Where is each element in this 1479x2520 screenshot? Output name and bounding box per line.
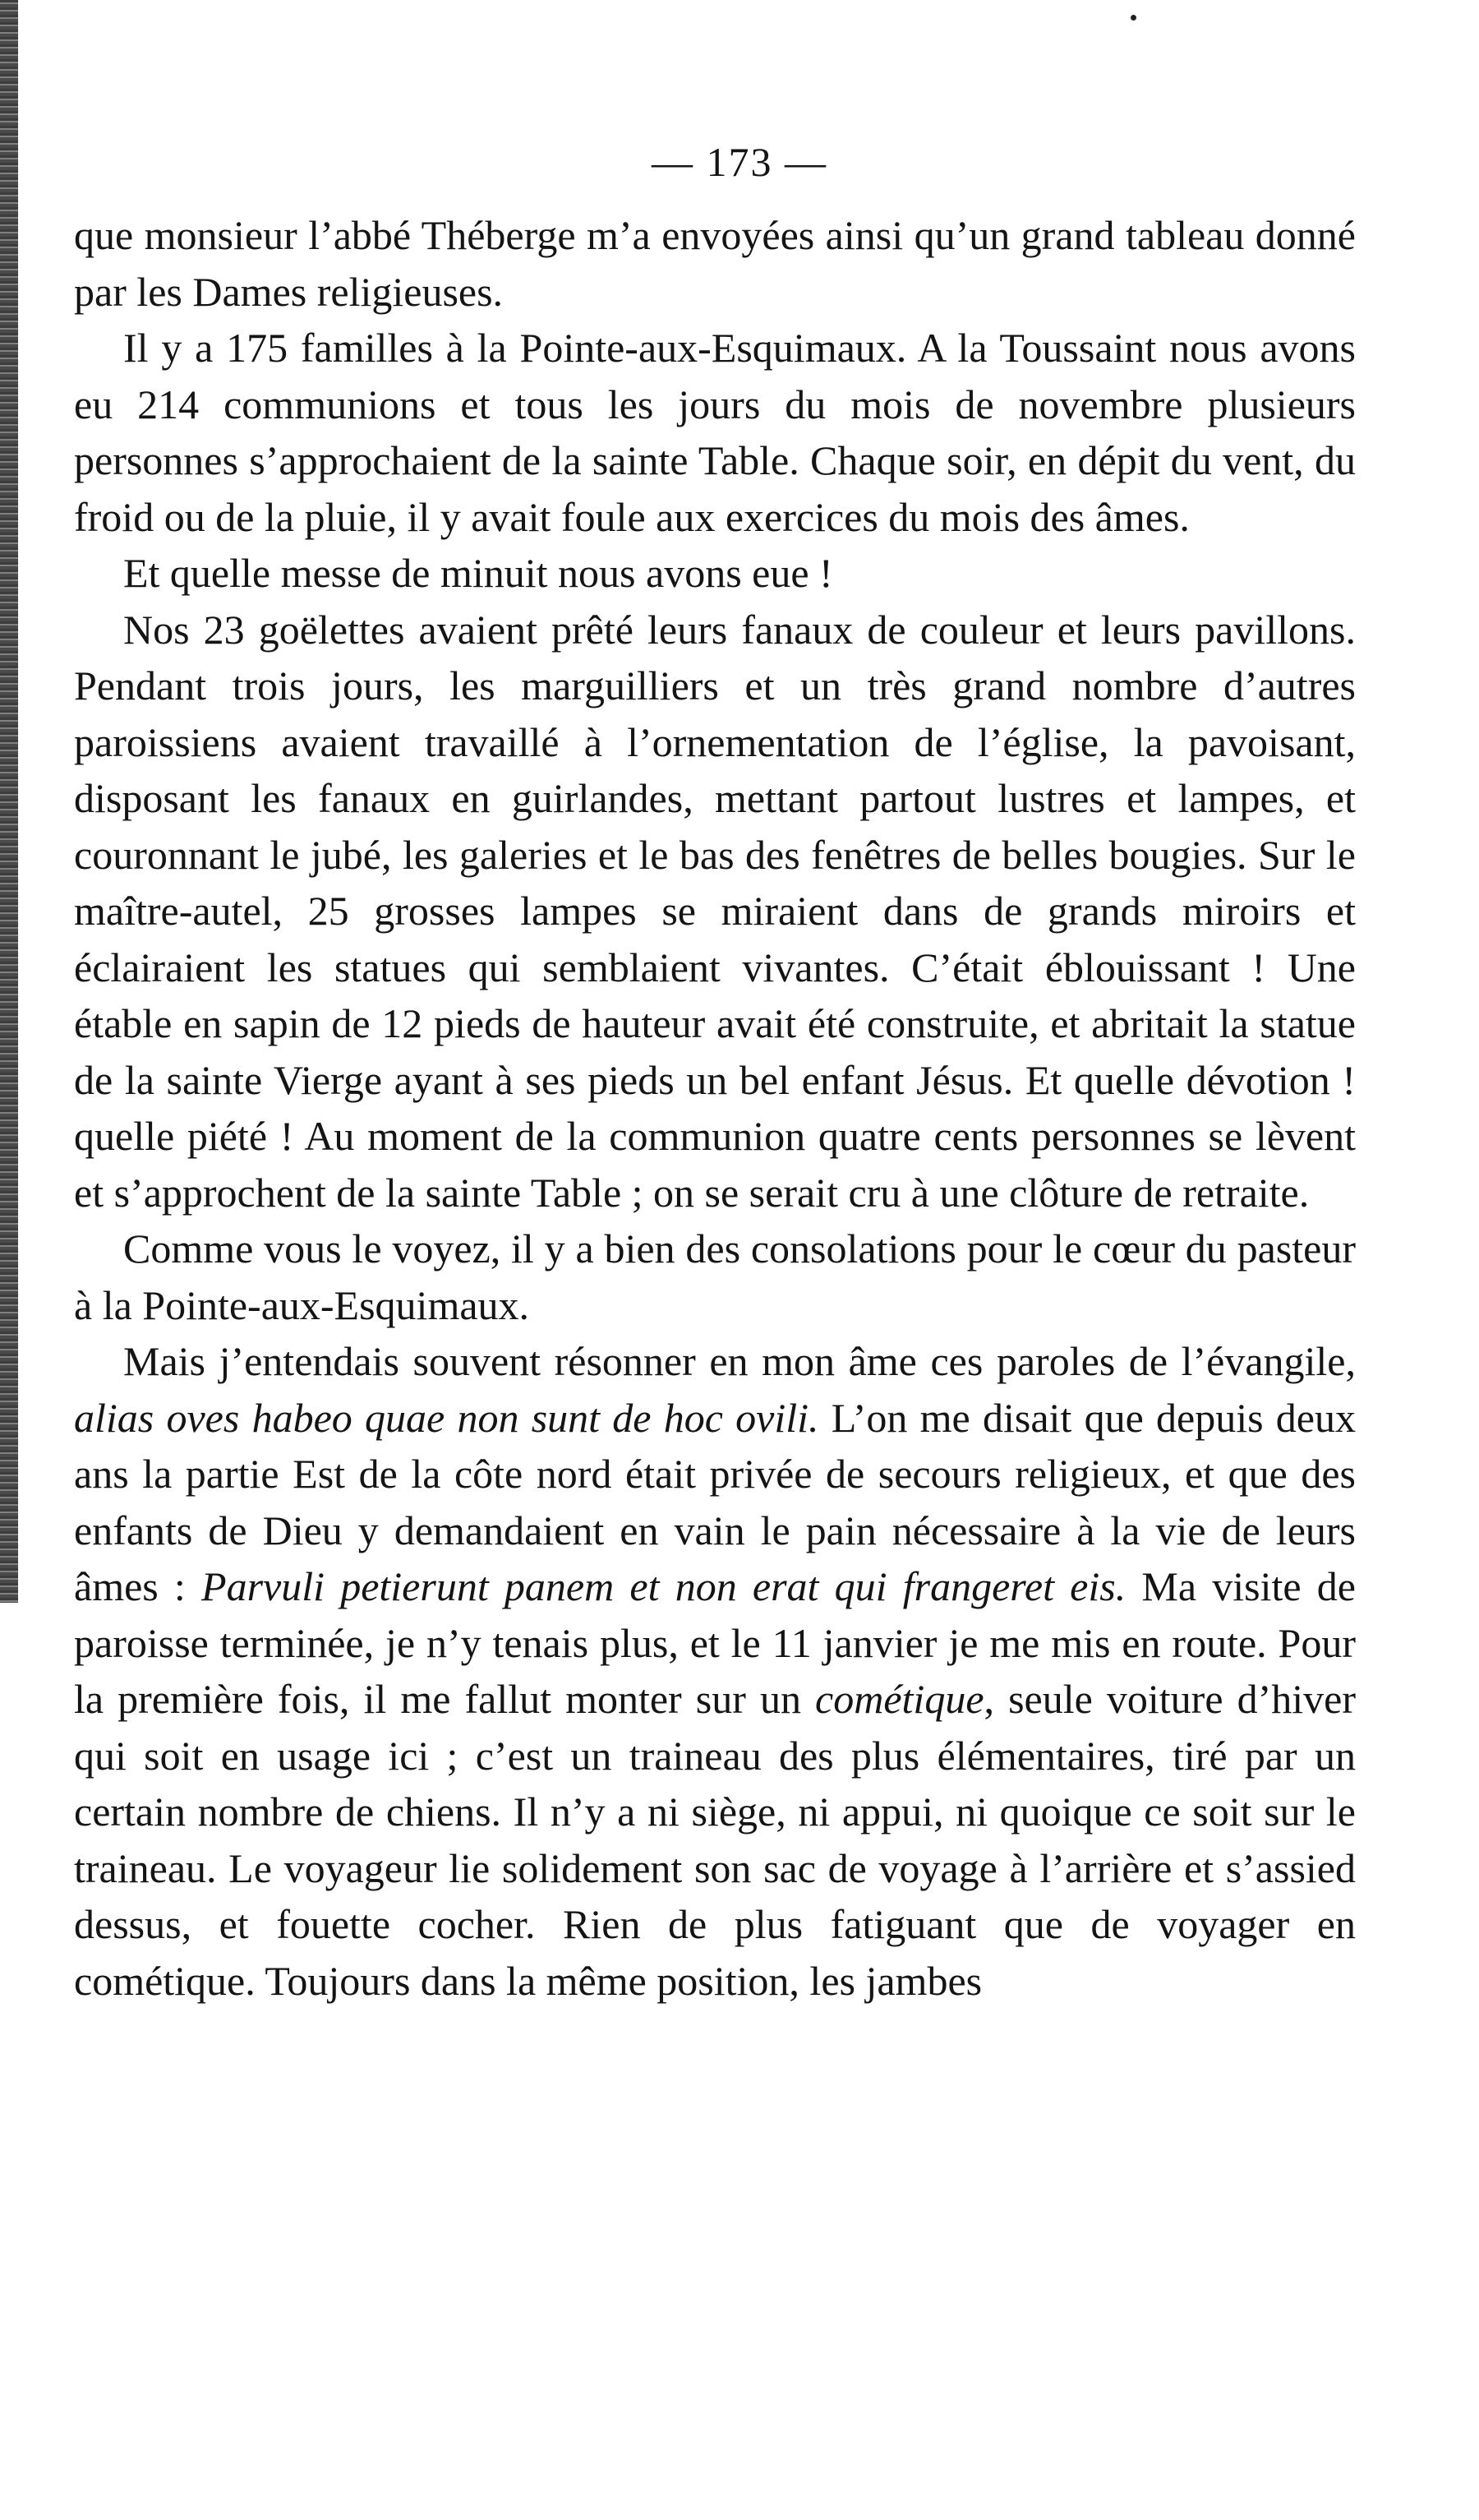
text-segment: que monsieur l’abbé Théberge m’a envoyées ainsi qu’un grand tableau donné par les Dames religieuses. (74, 212, 1356, 315)
text-segment: Nos 23 goëlettes avaient prêté leurs fanaux de couleur et leurs pavillons. Pendant trois jours, les marguilliers et un très grand nombre d’autres paroissiens avaient travaillé à l’ornementation de l’église, la pavoisant, disposant les fanaux en guirlandes, mettant partout lustres et lampes, et couronnant le jubé, les galeries et le bas des fenêtres de belles bougies. Sur le maître-autel, 25 grosses lampes se miraient dans de grands miroirs et éclairaient les statues qui semblaient vivantes. C’était éblouissant ! Une étable en sapin de 12 pieds de hauteur avait été construite, et abritait la statue de la sainte Vierge ayant à ses pieds un bel enfant Jésus. Et quelle dévotion ! quelle piété ! Au moment de la communion quatre cents personnes se lèvent et s’approchent de la sainte Table ; on se serait cru à une clôture de retraite. (74, 606, 1356, 1216)
body-text (74, 207, 1356, 2009)
text-segment: Mais j’entendais souvent résonner en mon âme ces paroles de l’évangile, (123, 1338, 1356, 1384)
book-binding-edge (0, 0, 18, 1603)
text-segment: , seule voiture d’hiver qui soit en usage ici ; c’est un traineau des plus élémentaires, tiré par un certain nombre de chiens. Il n’y a ni siège, ni appui, ni quoique ce soit sur le traineau. Le voyageur lie solidement son sac de voyage à l’arrière et s’assied dessus, et fouette cocher. Rien de plus fatiguant que de voyager en cométique. Toujours dans la même position, les jambes (74, 1676, 1356, 2004)
text-segment: Comme vous le voyez, il y a bien des consolations pour le cœur du pasteur à la Pointe-aux-Esquimaux. (74, 1225, 1356, 1328)
scan-speck (1131, 15, 1136, 21)
text-segment: L’on me disait que depuis deux ans la partie Est de la côte nord était privée de secours religieux, et que des enfants de Dieu y demandaient en vain le pain nécessaire à la vie de leurs âmes : (74, 1394, 1356, 1609)
text-segment: Et quelle messe de minuit nous avons eue ! (123, 550, 833, 596)
paragraph (74, 1333, 1356, 2009)
paragraph (74, 602, 1356, 1221)
text-segment: Ma visite de paroisse terminée, je n’y tenais plus, et le 11 janvier je me mis en route. Pour la première fois, il me fallut monter sur un (74, 1563, 1356, 1722)
paragraph (74, 545, 1356, 602)
page-number: — 173 — (652, 139, 827, 185)
paragraph (74, 207, 1356, 320)
latin-quote: alias oves habeo quae non sunt de hoc ovili. (74, 1394, 819, 1441)
italic-term: cométique (815, 1676, 984, 1722)
latin-quote: Parvuli petierunt panem et non erat qui frangeret eis. (201, 1563, 1127, 1609)
paragraph (74, 1221, 1356, 1333)
text-segment: Il y a 175 familles à la Pointe-aux-Esquimaux. A la Toussaint nous avons eu 214 communions et tous les jours du mois de novembre plusieurs personnes s’approchaient de la sainte Table. Chaque soir, en dépit du vent, du froid ou de la pluie, il y avait foule aux exercices du mois des âmes. (74, 325, 1356, 540)
paragraph (74, 320, 1356, 545)
